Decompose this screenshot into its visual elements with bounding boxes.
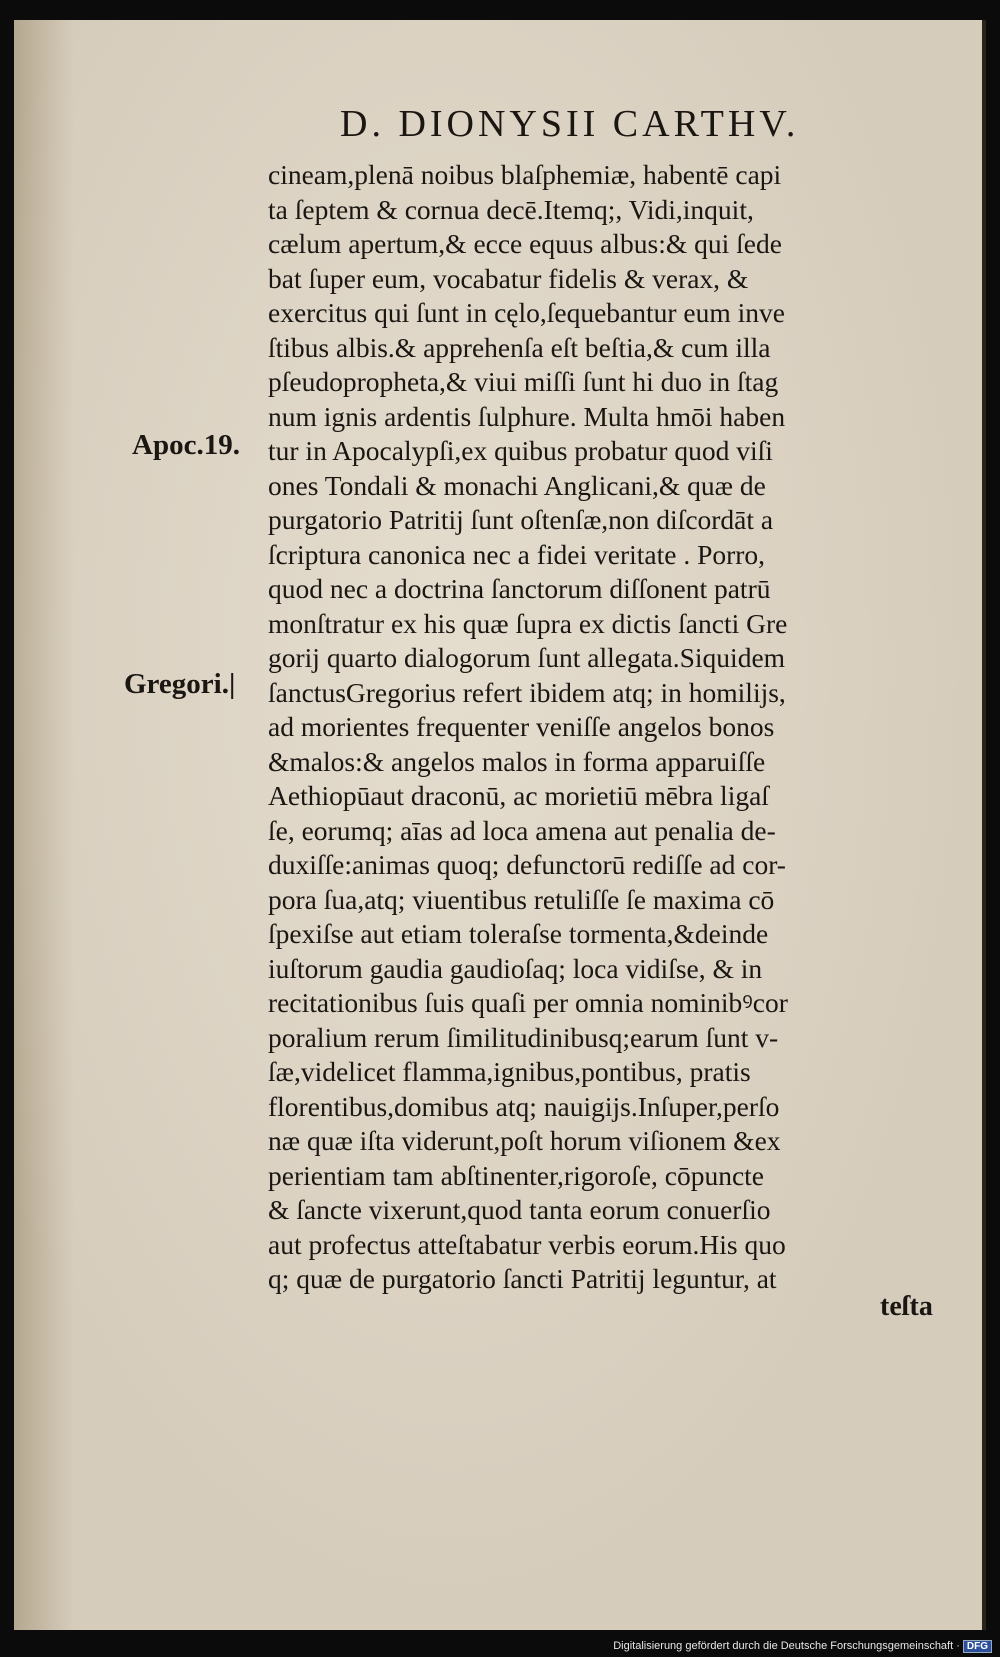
- text-line: ſe, eorumq; aīas ad loca amena aut penalia de-: [268, 814, 776, 846]
- text-line: tur in Apocalypſi,ex quibus probatur quod viſi: [268, 435, 773, 466]
- text-line: quod nec a doctrina ſanctorum diſſonent patrū: [268, 573, 771, 604]
- text-line: ſæ,videlicet flamma,ignibus,pontibus, pratis: [268, 1056, 751, 1087]
- text-block: [268, 158, 958, 1297]
- text-line: næ quæ iſta viderunt,poſt horum viſionem &ex: [268, 1125, 781, 1156]
- text-line: ad morientes frequenter veniſſe angelos bonos: [268, 711, 775, 742]
- text-line: cineam,plenā noibus blaſphemiæ, habentē capi: [268, 159, 782, 190]
- catchword: teſta: [880, 1291, 933, 1322]
- footer-text: Digitalisierung gefördert durch die Deutsche Forschungsgemeinschaft ·: [613, 1640, 960, 1652]
- text-line: pora ſua,atq; viuentibus retuliſſe ſe maxima cō: [268, 883, 775, 915]
- text-line: ta ſeptem & cornua decē.Itemq;, Vidi,inquit,: [268, 193, 754, 225]
- text-line: ones Tondali & monachi Anglicani,& quæ de: [268, 469, 766, 501]
- text-line: florentibus,domibus atq; nauigijs.Inſuper,perſo: [268, 1090, 780, 1122]
- text-line: gorij quarto dialogorum ſunt allegata.Siquidem: [268, 642, 786, 673]
- text-line: purgatorio Patritij ſunt oſtenſæ,non diſcordāt a: [268, 504, 774, 535]
- margin-note-gregori: Gregori.|: [124, 668, 236, 700]
- text-line: recitationibus ſuis quaſi per omnia nominibꝰcor: [268, 987, 788, 1018]
- text-line: num ignis ardentis ſulphure. Multa hmōi haben: [268, 400, 786, 432]
- text-line: ſanctusGregorius refert ibidem atq; in homilijs,: [268, 676, 786, 708]
- dfg-logo: DFG: [963, 1640, 992, 1653]
- text-line: poralium rerum ſimilitudinibusq;earum ſunt v-: [268, 1021, 779, 1053]
- text-line: q; quæ de purgatorio ſancti Patritij leguntur, at: [268, 1263, 777, 1294]
- text-line: Aethiopūaut draconū, ac morietiū mēbra ligaſ: [268, 780, 769, 811]
- text-line: & ſancte vixerunt,quod tanta eorum conuerſio: [268, 1194, 771, 1225]
- margin-note-apoc: Apoc.19.: [132, 429, 240, 461]
- text-line: &malos:& angelos malos in forma apparuiſſe: [268, 745, 766, 777]
- text-line: pſeudopropheta,& viui miſſi ſunt hi duo in ſtag: [268, 366, 779, 397]
- text-line: ſtibus albis.& apprehenſa eſt beſtia,& cum illa: [268, 331, 771, 363]
- footer-credit: [613, 1640, 992, 1653]
- text-line: exercitus qui ſunt in cęlo,ſequebantur eum inve: [268, 297, 785, 328]
- text-line: bat ſuper eum, vocabatur fidelis & verax, &: [268, 262, 749, 294]
- text-line: ſcriptura canonica nec a fidei veritate . Porro,: [268, 538, 766, 570]
- text-line: aut profectus atteſtabatur verbis eorum.His quo: [268, 1228, 786, 1260]
- text-line: ſpexiſse aut etiam toleraſse tormenta,&deinde: [268, 918, 769, 949]
- text-line: duxiſſe:animas quoq; defunctorū rediſſe ad cor-: [268, 849, 786, 880]
- text-line: monſtratur ex his quæ ſupra ex dictis ſancti Gre: [268, 607, 788, 639]
- text-line: iuſtorum gaudia gaudioſaq; loca vidiſse, & in: [268, 952, 763, 984]
- running-head: D. DIONYSII CARTHV.: [340, 103, 800, 145]
- text-line: cælum apertum,& ecce equus albus:& qui ſede: [268, 228, 782, 259]
- text-line: perientiam tam abſtinenter,rigoroſe, cōpuncte: [268, 1159, 764, 1191]
